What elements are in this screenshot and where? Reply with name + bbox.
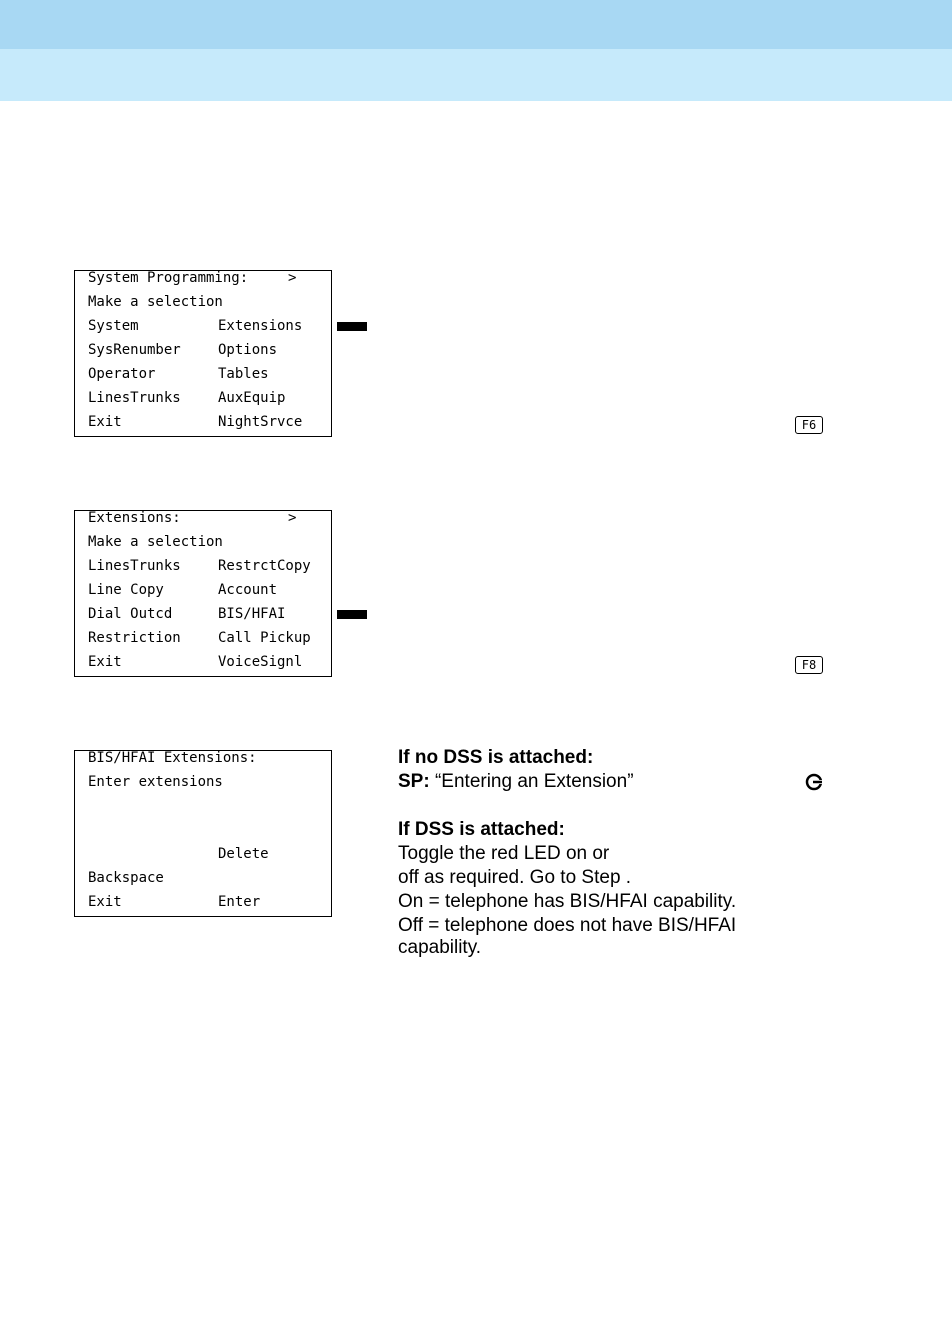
screen-title: System Programming: [88,270,249,286]
dss-line-3: On = telephone has BIS/HFAI capability. [398,891,737,912]
dss-line-1: Toggle the red LED on or [398,843,610,864]
dss-line-4: Off = telephone does not have BIS/HFAI [398,915,737,936]
option-linestrunks[interactable]: LinesTrunks [88,390,181,406]
option-operator[interactable]: Operator [88,366,156,382]
no-dss-heading: If no DSS is attached: [398,747,594,768]
sp-text: “Entering an Extension” [434,771,634,792]
selection-marker-icon [337,322,367,331]
option-exit[interactable]: Exit [88,894,122,910]
screen-prompt: Make a selection [88,294,223,310]
option-auxequip[interactable]: AuxEquip [218,390,286,406]
option-delete[interactable]: Delete [218,846,269,862]
more-arrow[interactable]: > [288,270,297,286]
function-key-f6[interactable]: F6 [795,416,823,434]
return-arrow-icon [805,773,823,791]
dss-line-2: off as required. Go to Step . [398,867,632,888]
screen-prompt: Make a selection [88,534,223,550]
screen-bis-hfai-extensions [74,750,332,917]
option-linestrunks[interactable]: LinesTrunks [88,558,181,574]
option-enter[interactable]: Enter [218,894,261,910]
option-system[interactable]: System [88,318,139,334]
option-exit[interactable]: Exit [88,654,122,670]
option-tables[interactable]: Tables [218,366,269,382]
screen-title: Extensions: [88,510,181,526]
option-restrctcopy[interactable]: RestrctCopy [218,558,311,574]
option-account[interactable]: Account [218,582,278,598]
screen-prompt: Enter extensions [88,774,223,790]
option-call-pickup[interactable]: Call Pickup [218,630,311,646]
dss-line-5: capability. [398,937,482,958]
option-extensions[interactable]: Extensions [218,318,303,334]
option-exit[interactable]: Exit [88,414,122,430]
option-options[interactable]: Options [218,342,278,358]
selection-marker-icon [337,610,367,619]
header-band-top [0,0,952,49]
option-backspace[interactable]: Backspace [88,870,164,886]
sp-label: SP: [398,771,430,792]
sp-reference [398,770,634,794]
option-nightsrvce[interactable]: NightSrvce [218,414,303,430]
screen-extensions [74,510,332,677]
dss-heading: If DSS is attached: [398,819,565,840]
more-arrow[interactable]: > [288,510,297,526]
header-band-bottom [0,49,952,101]
option-dial-outcd[interactable]: Dial Outcd [88,606,173,622]
option-restriction[interactable]: Restriction [88,630,181,646]
option-sysrenumber[interactable]: SysRenumber [88,342,181,358]
screen-title: BIS/HFAI Extensions: [88,750,257,766]
option-line-copy[interactable]: Line Copy [88,582,164,598]
option-bis-hfai[interactable]: BIS/HFAI [218,606,286,622]
screen-system-programming [74,270,332,437]
function-key-f8[interactable]: F8 [795,656,823,674]
option-voicesignl[interactable]: VoiceSignl [218,654,303,670]
